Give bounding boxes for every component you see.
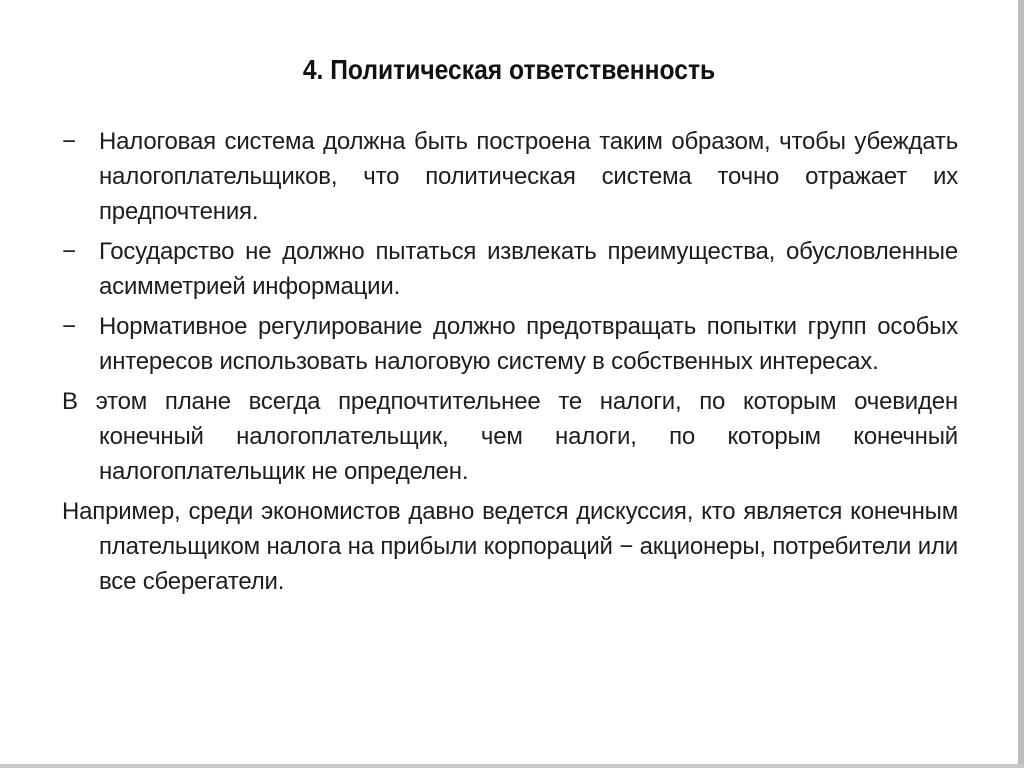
slide-edge-bottom <box>0 764 1024 768</box>
slide-content <box>62 124 958 604</box>
bullet-item <box>62 309 958 379</box>
slide-title: 4. Политическая ответственность <box>302 54 716 85</box>
paragraph <box>62 384 958 489</box>
bullet-item <box>62 234 958 304</box>
bullet-text: Государство не должно пытаться извлекать преимущества, обусловленные асимметрией информации. <box>99 238 958 300</box>
bullet-dash: − <box>62 128 76 155</box>
slide-edge-right <box>1018 0 1024 768</box>
paragraph <box>62 494 958 599</box>
bullet-item <box>62 124 958 229</box>
bullet-text: Налоговая система должна быть построена таким образом, чтобы убеждать налогоплательщиков, что политическая система точно отражает их предпочтения. <box>99 128 958 225</box>
bullet-dash: − <box>62 313 76 340</box>
paragraph-text: В этом плане всегда предпочтительнее те налоги, по которым очевиден конечный налогоплательщик, чем налоги, по которым конечный налогоплательщик не определен. <box>62 388 958 485</box>
bullet-text: Нормативное регулирование должно предотвращать попытки групп особых интересов использовать налоговую систему в собственных интересах. <box>99 313 958 375</box>
bullet-dash: − <box>62 238 76 265</box>
paragraph-text: Например, среди экономистов давно ведется дискуссия, кто является конечным плательщиком налога на прибыли корпораций − акционеры, потребители или все сберегатели. <box>62 498 958 595</box>
